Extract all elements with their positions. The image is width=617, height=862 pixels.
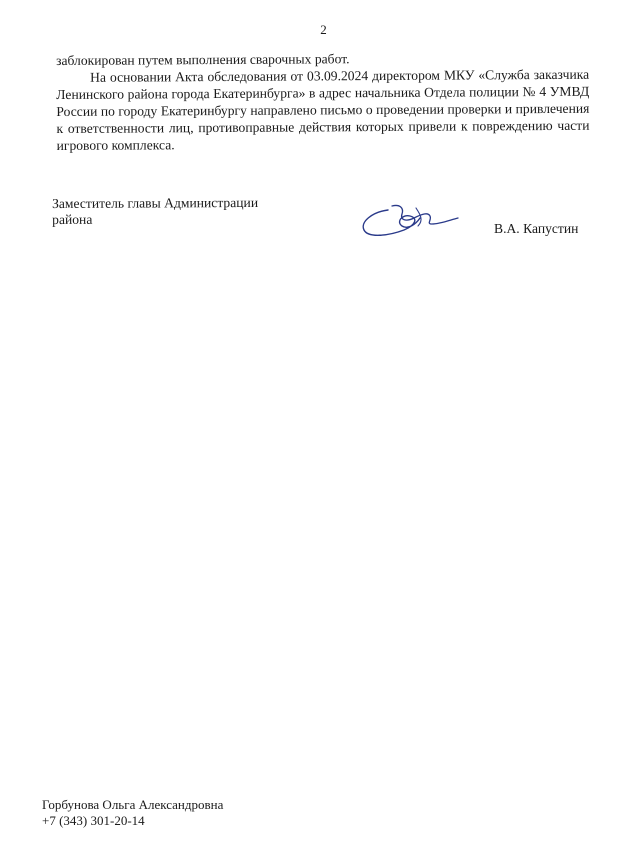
letter-body	[56, 49, 590, 154]
executor-phone: +7 (343) 301-20-14	[42, 813, 145, 828]
signer-position-block	[52, 195, 292, 228]
executor-block	[42, 797, 223, 829]
paragraph-continuation: заблокирован путем выполнения сварочных работ.	[56, 51, 350, 68]
executor-name: Горбунова Ольга Александровна	[42, 797, 224, 812]
paragraph-police-letter: На основании Акта обследования от 03.09.2024 директором МКУ «Служба заказчика Ленинского района города Екатеринбурга» в адрес начальника Отдела полиции № 4 УМВД России по городу Екатеринбургу направлено письмо о проведении проверки и привлечения к ответственности лиц, противоправные действия которых привели к повреждению части игрового комплекса.	[56, 66, 590, 153]
signer-name: В.А. Капустин	[494, 221, 579, 236]
signer-position: Заместитель главы Администрации района	[52, 194, 259, 227]
page-number: 2	[320, 22, 327, 37]
handwritten-signature-icon	[358, 196, 462, 240]
